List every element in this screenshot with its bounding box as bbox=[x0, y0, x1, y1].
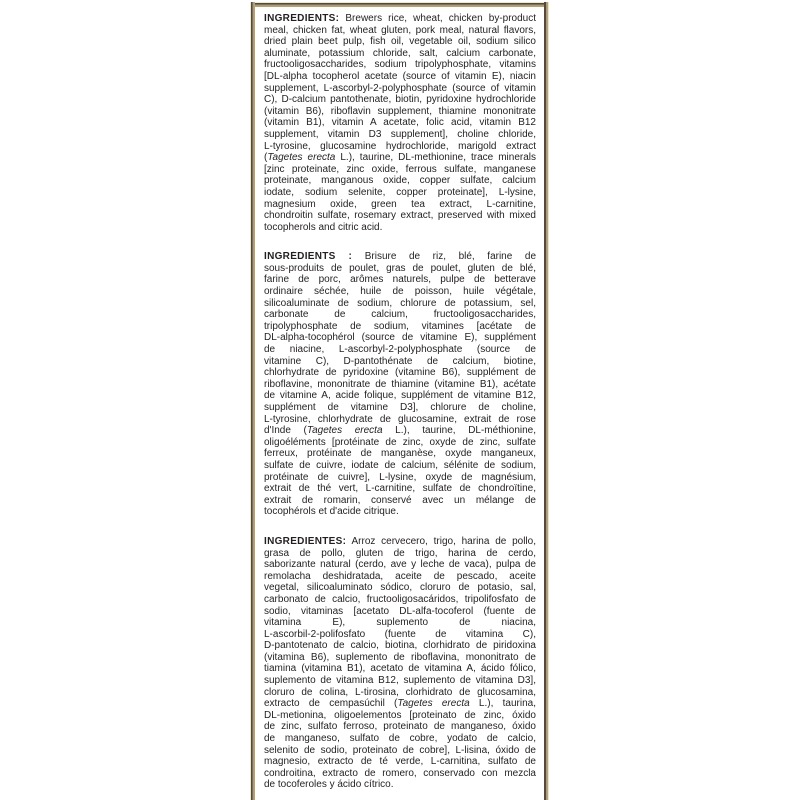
text-line: sodio, vitaminas [acetato DL-alfa-tocoferol (fuente de bbox=[264, 605, 536, 617]
latin-species-name: Tagetes erecta bbox=[397, 698, 470, 710]
text-line: INGREDIENTES: Arroz cervecero, trigo, harina de pollo, bbox=[264, 535, 536, 547]
text-line: tiamina (vitamina B1), acetato de vitamina A, ácido fólico, bbox=[264, 663, 536, 675]
text-line: ordinaire séchée, huile de poisson, huile végétale, bbox=[264, 286, 536, 298]
text-line: de niacine, L-ascorbyl-2-polyphosphate (source de bbox=[264, 344, 536, 356]
text-line: L-tyrosine, glucosamine hydrochloride, marigold extract bbox=[264, 140, 536, 152]
text-line: INGREDIENTS: Brewers rice, wheat, chicken by-product bbox=[264, 13, 536, 24]
ingredients-paragraph-french bbox=[264, 251, 536, 518]
text-line: de vitamine A, acide folique, supplément de vitamine B12, bbox=[264, 390, 536, 402]
text-line: L-tyrosine, chlorhydrate de glucosamine, extrait de rose bbox=[264, 413, 536, 425]
text-line: selenito de sodio, proteinato de cobre], L-lisina, óxido de bbox=[264, 744, 536, 756]
text-line: extrait de romarin, conservé avec un mélange de bbox=[264, 494, 536, 506]
ingredients-text-column bbox=[264, 13, 536, 800]
text-line: tocophérols et d'acide citrique. bbox=[264, 506, 399, 518]
text-line: silicoaluminate de sodium, chlorure de potassium, sel, bbox=[264, 297, 536, 309]
text-line: [zinc proteinate, zinc oxide, ferrous sulfate, manganese bbox=[264, 163, 536, 175]
latin-species-name: Tagetes erecta bbox=[306, 425, 383, 437]
text-line: tripolyphosphate de sodium, vitamines [acétate de bbox=[264, 320, 536, 332]
text-line: suplemento de vitamina B12, suplemento de vitamina D3], bbox=[264, 675, 536, 687]
text-line: carbonate de calcium, fructooligosaccharides, bbox=[264, 309, 536, 321]
text-line: (vitamin B6), riboflavin supplement, thiamine mononitrate bbox=[264, 105, 536, 117]
text-line: extrait de thé vert, L-carnitine, sulfate de chondroïtine, bbox=[264, 483, 536, 495]
text-line: d'Inde (Tagetes erecta L.), taurine, DL-méthionine, bbox=[264, 425, 536, 437]
text-line: proteinate, manganous oxide, copper sulfate, calcium bbox=[264, 175, 536, 187]
text-line: de tocoferoles y ácido cítrico. bbox=[264, 779, 394, 791]
label-frame-right-border bbox=[544, 2, 549, 800]
text-line: riboflavine, mononitrate de thiamine (vitamine B1), acétate bbox=[264, 378, 536, 390]
text-line: aluminate, potassium chloride, salt, calcium carbonate, bbox=[264, 47, 536, 59]
text-line: sous-produits de poulet, gras de poulet, gluten de blé, bbox=[264, 262, 536, 274]
text-line: supplement, vitamin D3 supplement], choline chloride, bbox=[264, 128, 536, 140]
text-line: tocopherols and citric acid. bbox=[264, 221, 383, 233]
text-line: cloruro de colina, L-tirosina, clorhidrato de glucosamina, bbox=[264, 686, 536, 698]
text-line: de manganeso, sulfato de cobre, yodato de calcio, bbox=[264, 733, 536, 745]
text-line: de zinc, sulfato ferroso, proteinato de manganeso, óxido bbox=[264, 721, 536, 733]
text-line: [DL-alpha tocopherol acetate (source of vitamin E), niacin bbox=[264, 70, 536, 82]
text-line: D-pantotenato de calcio, biotina, clorhidrato de piridoxina bbox=[264, 640, 536, 652]
paragraph-header: INGRÉDIENTS : bbox=[264, 251, 353, 263]
text-line: L-ascorbil-2-polifosfato (fuente de vitamina C), bbox=[264, 628, 536, 640]
text-line: carbonato de calcio, fructooligosacáridos, tripolifosfato de bbox=[264, 593, 536, 605]
text-line: supplément de vitamine D3], chlorure de choline, bbox=[264, 402, 536, 413]
text-line: DL-metionina, oligoelementos [proteinato de zinc, óxido bbox=[264, 709, 536, 721]
text-line: chlorhydrate de pyridoxine (vitamine B6), supplément de bbox=[264, 367, 536, 379]
text-line: ferreux, protéinate de manganèse, oxyde manganeux, bbox=[264, 448, 536, 460]
text-line: condroitina, extracto de romero, conservado con mezcla bbox=[264, 767, 536, 779]
text-line: supplement, L-ascorbyl-2-polyphosphate (source of vitamin bbox=[264, 82, 536, 94]
text-line: fructooligosaccharides, sodium tripolyphosphate, vitamins bbox=[264, 59, 536, 71]
latin-species-name: Tagetes erecta bbox=[267, 152, 336, 164]
ingredients-paragraph-english bbox=[264, 13, 536, 233]
text-line: (Tagetes erecta L.), taurine, DL-methionine, trace minerals bbox=[264, 152, 536, 164]
label-frame-top-border bbox=[250, 2, 549, 7]
text-line: (vitamina B6), suplemento de riboflavina, mononitrato de bbox=[264, 651, 536, 663]
text-line: magnesium oxide, green tea extract, L-carnitine, bbox=[264, 198, 536, 210]
paragraph-header: INGREDIENTS: bbox=[264, 13, 340, 24]
text-line: oligoéléments [protéinate de zinc, oxyde de zinc, sulfate bbox=[264, 436, 536, 448]
text-line: grasa de pollo, gluten de trigo, harina de cerdo, bbox=[264, 547, 536, 559]
text-line: (vitamin B1), vitamin A acetate, folic acid, vitamin B12 bbox=[264, 117, 536, 129]
text-line: remolacha deshidratada, aceite de pescado, aceite bbox=[264, 570, 536, 582]
text-line: chondroitin sulfate, rosemary extract, preserved with mixed bbox=[264, 210, 536, 222]
text-line: extracto de cempasúchil (Tagetes erecta L.), taurina, bbox=[264, 698, 536, 710]
text-line: sulfate de cuivre, iodate de calcium, sélénite de sodium, bbox=[264, 459, 536, 471]
text-line: vegetal, silicoaluminato sódico, cloruro de potasio, sal, bbox=[264, 582, 536, 594]
ingredients-paragraph-spanish bbox=[264, 536, 536, 791]
label-frame-left-border bbox=[250, 2, 255, 800]
text-line: saborizante natural (cerdo, ave y leche de vaca), pulpa de bbox=[264, 559, 536, 571]
text-line: iodate, sodium selenite, copper proteinate], L-lysine, bbox=[264, 186, 536, 198]
text-line: C), D-calcium pantothenate, biotin, pyridoxine hydrochloride bbox=[264, 94, 536, 106]
text-line: DL-alpha-tocophérol (source de vitamine E), supplément bbox=[264, 332, 536, 344]
text-line: vitamina E), suplemento de niacina, bbox=[264, 617, 536, 629]
text-line: magnesio, extracto de té verde, L-carnitina, sulfato de bbox=[264, 756, 536, 768]
text-line: protéinate de cuivre], L-lysine, oxyde de magnésium, bbox=[264, 471, 536, 483]
text-line: dried plain beet pulp, fish oil, vegetable oil, sodium silico bbox=[264, 36, 536, 48]
text-line: farine de porc, arômes naturels, pulpe de betterave bbox=[264, 274, 536, 286]
text-line: vitamine C), D-pantothénate de calcium, biotine, bbox=[264, 355, 536, 367]
text-line: INGRÉDIENTS : Brisure de riz, blé, farine de bbox=[264, 251, 536, 263]
paragraph-header: INGREDIENTES: bbox=[264, 535, 347, 547]
text-line: meal, chicken fat, wheat gluten, pork meal, natural flavors, bbox=[264, 24, 536, 36]
